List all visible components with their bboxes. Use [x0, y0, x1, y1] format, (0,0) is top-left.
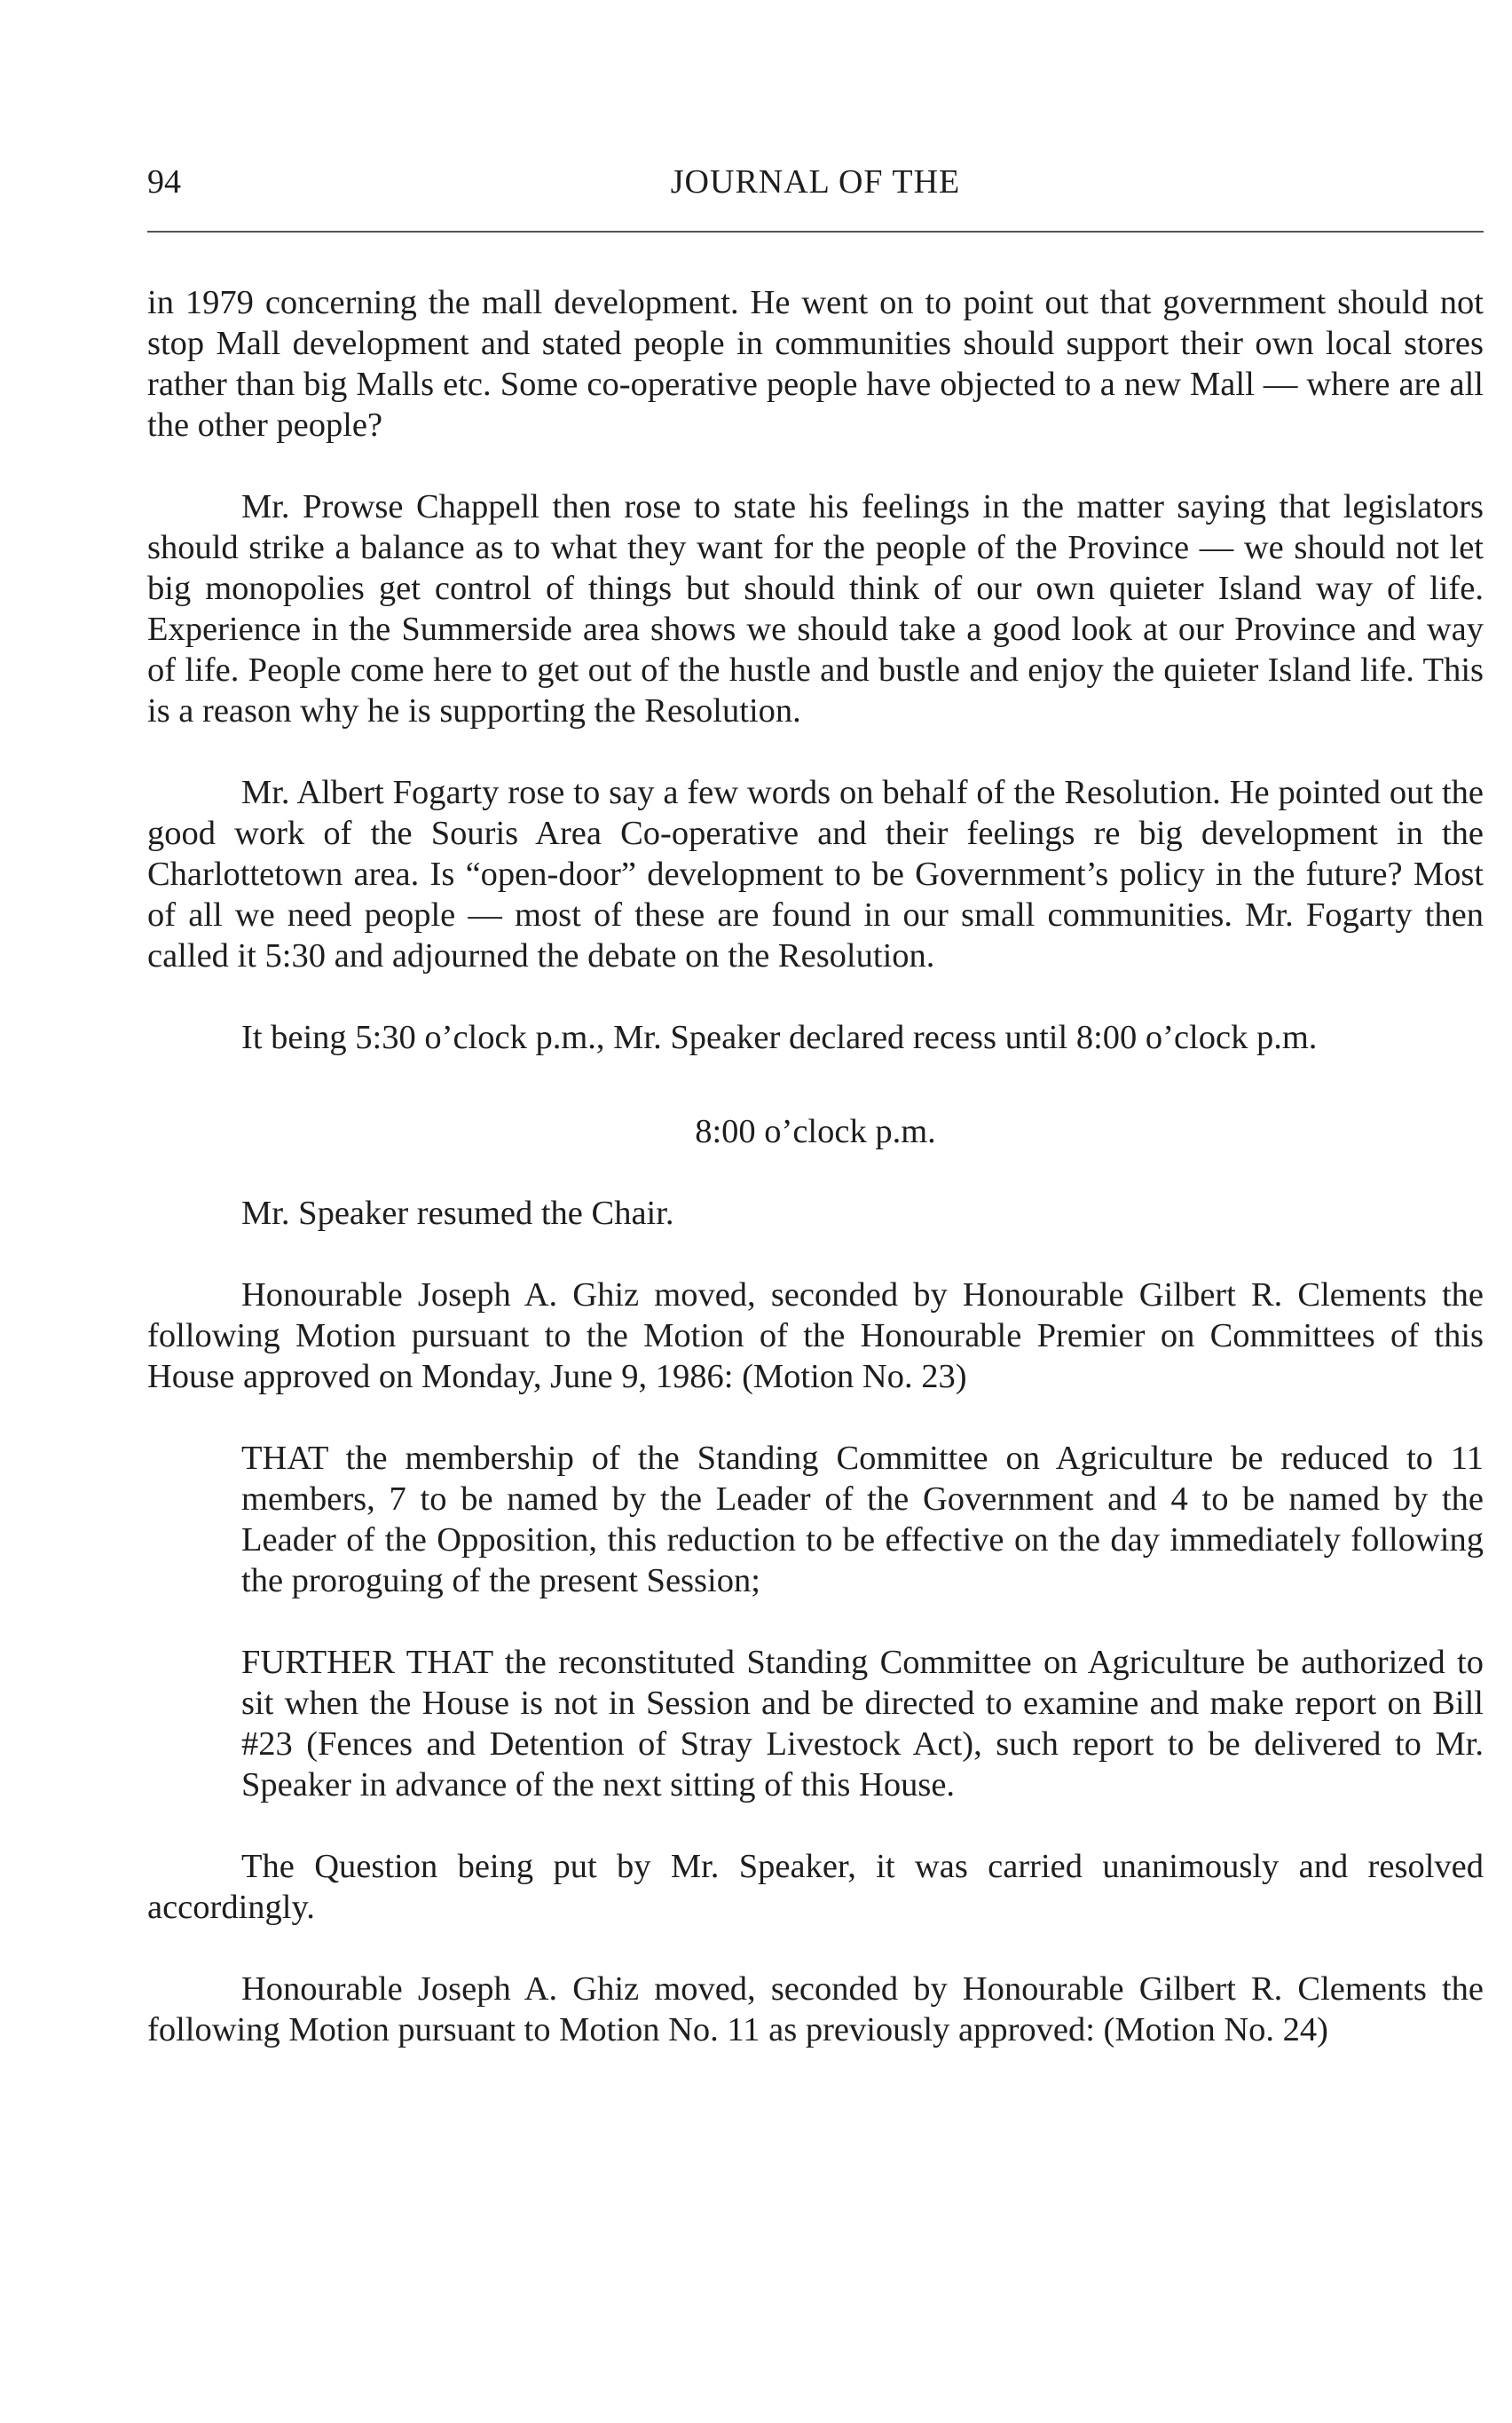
motion-quote-reconstituted: FURTHER THAT the reconstituted Standing Committee on Agriculture be authorized to sit when the House is not in Session and be directed to examine and make report on Bill #23 (Fences and Detention of Stray Livestock Act), such report to be delivered to Mr. Speaker in advance of the next sitting of this House.	[241, 1644, 1484, 1803]
paragraph-motion-24: Honourable Joseph A. Ghiz moved, seconded by Honourable Gilbert R. Clements the following Motion pursuant to Motion No. 11 as previously approved: (Motion No. 24)	[147, 1970, 1484, 2048]
paragraph-fogarty: Mr. Albert Fogarty rose to say a few words on behalf of the Resolution. He pointed out the good work of the Souris Area Co-operative and their feelings re big development in the Charlottetown area. Is “open-door” development to be Government’s policy in the future? Most of all we need people — most of these are found in our small communities. Mr. Fogarty then called it 5:30 and adjourned the debate on the Resolution.	[147, 774, 1484, 975]
header-rule	[147, 231, 1484, 233]
time-heading: 8:00 o’clock p.m.	[695, 1113, 936, 1150]
paragraph-speaker-resumed: Mr. Speaker resumed the Chair.	[241, 1195, 674, 1232]
paragraph-mall-development: in 1979 concerning the mall development. He went on to point out that government should not stop Mall development and stated people in communities should support their own local stores rather than big Malls etc. Some co-operative people have objected to a new Mall — where are all the other people?	[147, 284, 1484, 444]
motion-quote-membership: THAT the membership of the Standing Committee on Agriculture be reduced to 11 members, 7 to be named by the Leader of the Government and 4 to be named by the Leader of the Opposition, this reduction to be effective on the day immediately following the proroguing of the present Session;	[241, 1440, 1484, 1599]
paragraph-question-carried: The Question being put by Mr. Speaker, it was carried unanimously and resolved accordingly.	[147, 1848, 1484, 1926]
running-title: JOURNAL OF THE	[670, 163, 961, 201]
page-body	[147, 282, 1484, 2091]
page-number: 94	[147, 163, 181, 201]
paragraph-chappell: Mr. Prowse Chappell then rose to state his feelings in the matter saying that legislators should strike a balance as to what they want for the people of the Province — we should not let big monopolies get control of things but should think of our own quieter Island way of life. Experience in the Summerside area shows we should take a good look at our Province and way of life. People come here to get out of the hustle and bustle and enjoy the quieter Island life. This is a reason why he is supporting the Resolution.	[147, 488, 1484, 730]
paragraph-recess: It being 5:30 o’clock p.m., Mr. Speaker declared recess until 8:00 o’clock p.m.	[241, 1019, 1318, 1056]
paragraph-motion-23: Honourable Joseph A. Ghiz moved, seconded by Honourable Gilbert R. Clements the following Motion pursuant to the Motion of the Honourable Premier on Committees of this House approved on Monday, June 9, 1986: (Motion No. 23)	[147, 1276, 1484, 1395]
page-header	[147, 160, 1484, 213]
